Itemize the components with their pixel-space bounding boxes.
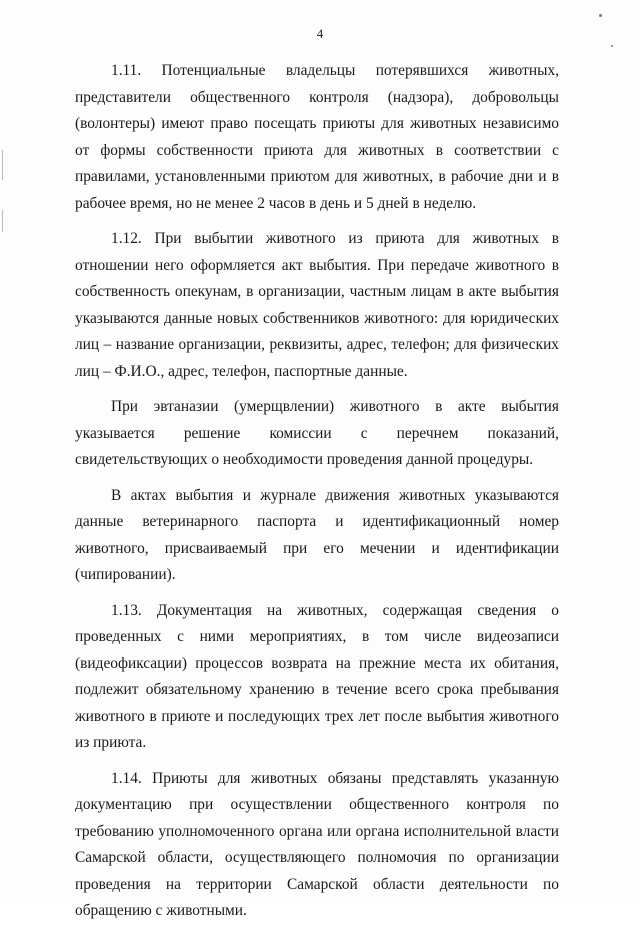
paragraph-disposal-records: В актах выбытия и журнале движения животных указываются данные ветеринарного паспорта и идентификационный номер животного, присваиваемый при его мечении и идентификации (чипировании). [75, 486, 559, 583]
paragraph-1-12: 1.12. При выбытии животного из приюта для животных в отношении него оформляется акт выбытия. При передаче животного в собственность опекунам, в организации, частным лицам в акте выбытия указываются данные новых собственников животного: для юридических лиц – название организации, реквизиты, адрес, телефон; для физических лиц – Ф.И.О., адрес, телефон, паспортные данные. [75, 230, 559, 380]
paragraph-1-11: 1.11. Потенциальные владельцы потерявшихся животных, представители общественного контроля (надзора), добровольцы (волонтеры) имеют право посещать приюты для животных независимо от формы собственности приюта для животных в соответствии с правилами, установленными приютом для животных, в рабочие дни и в рабочее время, но не менее 2 часов в день и 5 дней в неделю. [75, 62, 559, 212]
scan-speck [611, 45, 613, 47]
page-number: 4 [316, 26, 324, 41]
scan-speck [599, 14, 602, 17]
scan-edge-mark [2, 150, 3, 180]
paragraph-euthanasia: При эвтаназии (умерщвлении) животного в акте выбытия указывается решение комиссии с перечнем показаний, свидетельствующих о необходимости проведения данной процедуры. [75, 398, 559, 468]
document-body [75, 58, 559, 934]
paragraph-1-13: 1.13. Документация на животных, содержащая сведения о проведенных с ними мероприятиях, в том числе видеозаписи (видеофиксации) процессов возврата на прежние места их обитания, подлежит обязательному хранению в течение всего срока пребывания животного в приюте и последующих трех лет после выбытия животного из приюта. [75, 601, 559, 751]
scan-edge-mark [2, 210, 3, 232]
paragraph-1-14: 1.14. Приюты для животных обязаны представлять указанную документацию при осуществлении общественного контроля по требованию уполномоченного органа или органа исполнительной власти Самарской области, осуществляющего полномочия по организации проведения на территории Самарской области деятельности по обращению с животными. [75, 769, 559, 919]
